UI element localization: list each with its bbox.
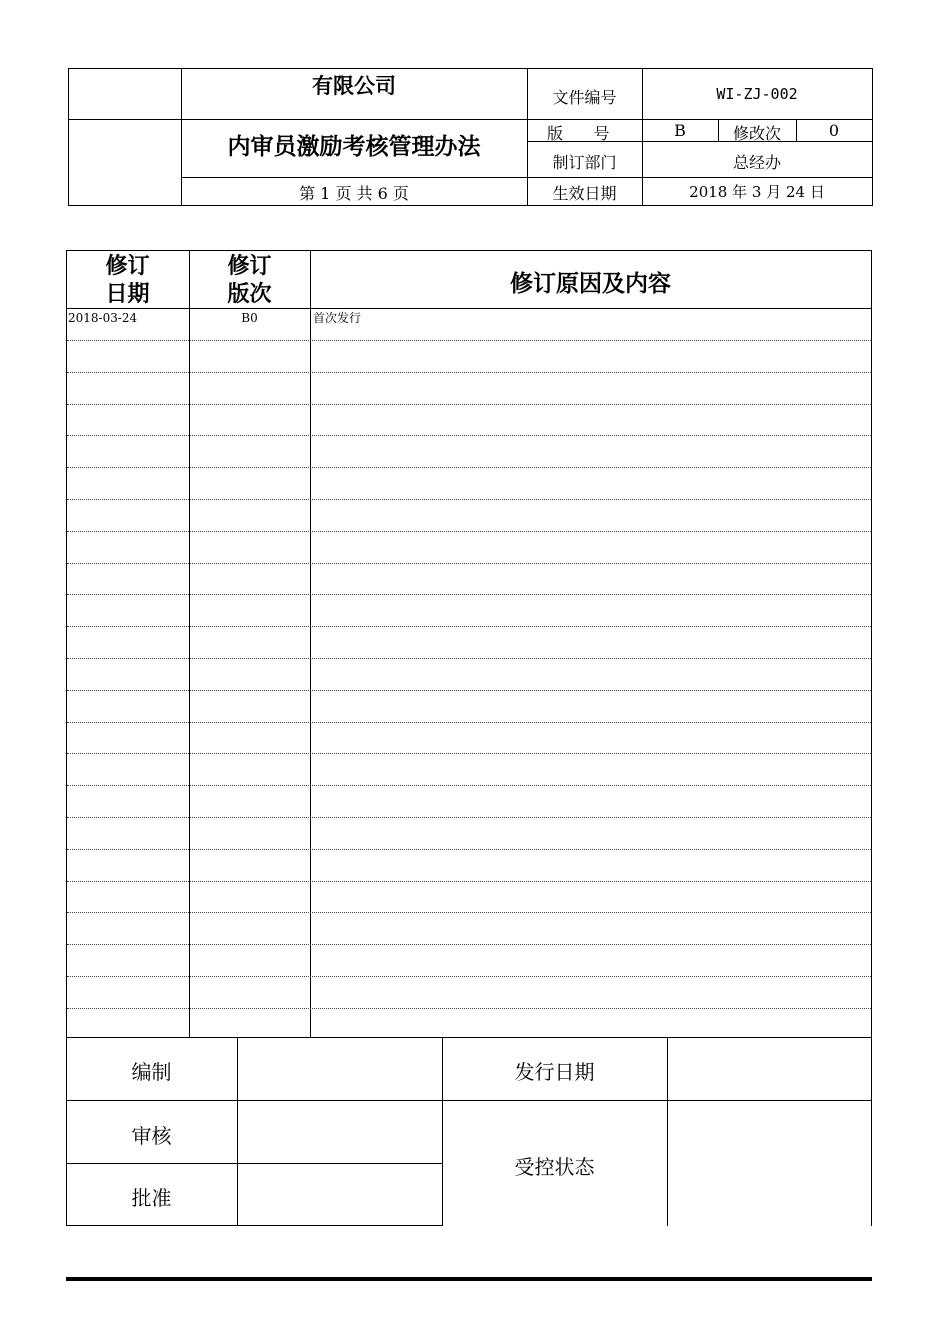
row-separator bbox=[67, 372, 871, 373]
row-separator bbox=[67, 594, 871, 595]
effective-date-label: 生效日期 bbox=[552, 184, 617, 203]
row-separator bbox=[67, 817, 871, 818]
row-separator bbox=[67, 912, 871, 913]
dept-value: 总经办 bbox=[732, 153, 781, 172]
row-separator bbox=[67, 976, 871, 977]
row-separator bbox=[67, 404, 871, 405]
prepared-by-label: 编制 bbox=[131, 1060, 172, 1084]
row-separator bbox=[67, 881, 871, 882]
doc-no-label: 文件编号 bbox=[552, 88, 617, 107]
row-1-version: B0 bbox=[241, 311, 258, 325]
prepared-by-field[interactable] bbox=[238, 1038, 442, 1100]
effective-date-value: 2018 年 3 月 24 日 bbox=[689, 183, 825, 201]
approved-by-field[interactable] bbox=[238, 1164, 442, 1225]
row-separator bbox=[67, 1008, 871, 1009]
col-header-date bbox=[66, 252, 189, 308]
row-separator bbox=[67, 435, 871, 436]
reviewed-by-label: 审核 bbox=[131, 1124, 172, 1148]
revision-value: 0 bbox=[828, 121, 840, 140]
row-separator bbox=[67, 753, 871, 754]
row-1-content: 首次发行 bbox=[313, 311, 362, 325]
row-separator bbox=[67, 563, 871, 564]
footer-rule bbox=[66, 1277, 872, 1281]
row-separator bbox=[67, 467, 871, 468]
document-title: 内审员激励考核管理办法 bbox=[227, 133, 481, 160]
row-separator bbox=[67, 722, 871, 723]
page-info: 第 1 页 共 6 页 bbox=[299, 184, 409, 203]
row-separator bbox=[67, 658, 871, 659]
issue-date-field[interactable] bbox=[668, 1038, 871, 1100]
doc-no-value: WI-ZJ-002 bbox=[716, 85, 798, 103]
col-header-content: 修订原因及内容 bbox=[510, 270, 671, 297]
reviewed-by-field[interactable] bbox=[238, 1101, 442, 1163]
control-status-field[interactable] bbox=[668, 1101, 871, 1225]
col-header-version-line2: 版次 bbox=[227, 281, 272, 307]
row-separator bbox=[67, 849, 871, 850]
col-header-version bbox=[189, 252, 310, 308]
row-separator bbox=[67, 531, 871, 532]
company-name: 有限公司 bbox=[312, 73, 396, 98]
version-value: B bbox=[674, 121, 686, 140]
approved-by-label: 批准 bbox=[131, 1186, 172, 1210]
row-1-date: 2018-03-24 bbox=[68, 311, 138, 325]
row-separator bbox=[67, 944, 871, 945]
row-separator bbox=[67, 626, 871, 627]
row-separator bbox=[67, 690, 871, 691]
row-separator bbox=[67, 340, 871, 341]
col-header-date-line2: 日期 bbox=[105, 281, 150, 307]
issue-date-label: 发行日期 bbox=[514, 1060, 595, 1084]
revision-label: 修改次 bbox=[732, 124, 781, 143]
col-header-date-line1: 修订 bbox=[105, 253, 150, 279]
dept-label: 制订部门 bbox=[552, 153, 617, 172]
version-label: 版 号 bbox=[547, 124, 610, 143]
col-header-version-line1: 修订 bbox=[227, 253, 272, 279]
row-separator bbox=[67, 499, 871, 500]
row-separator bbox=[67, 785, 871, 786]
control-status-label: 受控状态 bbox=[514, 1155, 595, 1179]
